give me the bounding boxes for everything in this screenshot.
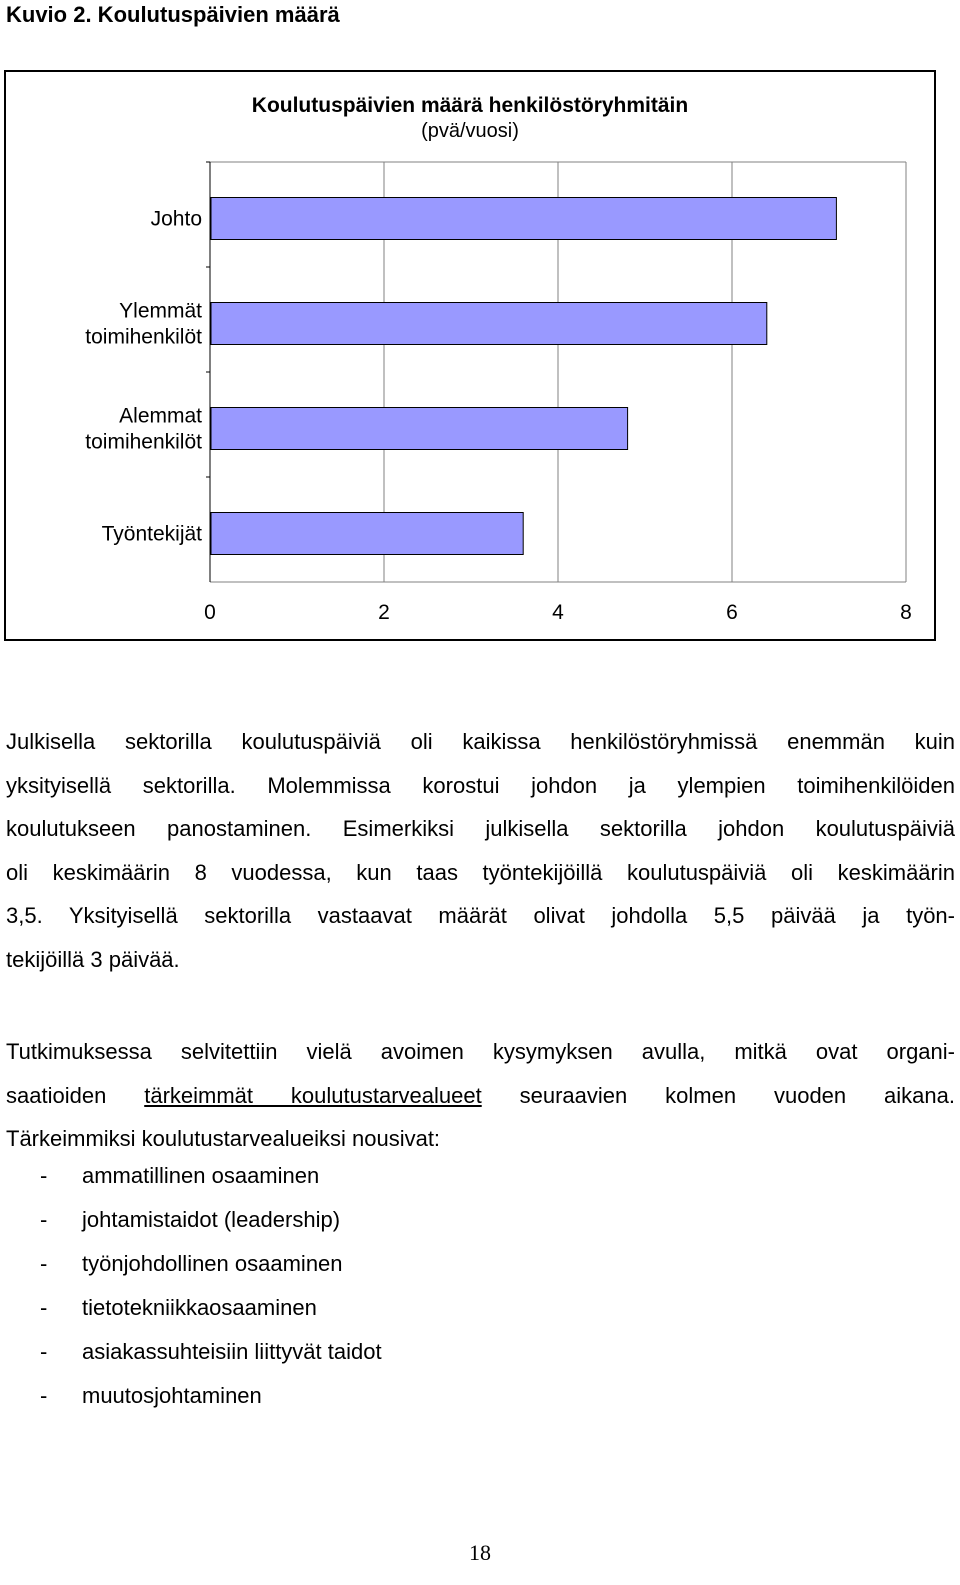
paragraph-1-line: koulutukseen panostaminen. Esimerkiksi julkisella sektorilla johdon koulutuspäiviä — [6, 816, 955, 841]
figure-label: Kuvio 2. Koulutuspäivien määrä — [6, 2, 340, 27]
list-dash: - — [40, 1383, 48, 1408]
bar — [211, 198, 836, 240]
bar — [211, 408, 628, 450]
category-label-line: toimihenkilöt — [85, 325, 202, 349]
paragraph-1-line: 3,5. Yksityisellä sektorilla vastaavat määrät olivat johdolla 5,5 päivää ja työn- — [6, 903, 955, 928]
list-item — [6, 1154, 382, 1198]
category-label-line: Ylemmät — [119, 299, 202, 323]
paragraph-1-line: oli keskimäärin 8 vuodessa, kun taas työntekijöillä koulutuspäiviä oli keskimäärin — [6, 859, 955, 885]
list-item-text: ammatillinen osaaminen — [82, 1163, 320, 1188]
paragraph-1-line: Julkisella sektorilla koulutuspäiviä oli kaikissa henkilöstöryhmissä enemmän kuin — [6, 729, 955, 754]
chart-subtitle: (pvä/vuosi) — [421, 120, 519, 142]
x-tick-label: 8 — [900, 601, 912, 624]
bar-chart — [6, 72, 934, 639]
category-label — [85, 405, 202, 454]
training-needs-list — [6, 1154, 382, 1418]
paragraph-2-text: seuraavien kolmen vuoden aikana. — [519, 1082, 955, 1108]
list-dash: - — [40, 1207, 48, 1232]
x-tick-label: 6 — [726, 601, 738, 624]
x-tick-label: 0 — [204, 601, 216, 624]
list-item — [6, 1242, 382, 1286]
list-dash: - — [40, 1163, 48, 1188]
bar — [211, 513, 523, 555]
category-label — [85, 300, 202, 349]
list-item-text: työnjohdollinen osaaminen — [82, 1251, 343, 1276]
category-label-line: Työntekijät — [101, 522, 202, 546]
list-item — [6, 1330, 382, 1374]
chart-frame — [4, 70, 936, 641]
x-tick-label: 4 — [552, 601, 564, 624]
bar — [211, 303, 767, 345]
underlined-phrase: tärkeimmät koulutustarvealueet — [144, 1082, 482, 1108]
paragraph-2-text: saatioiden — [6, 1082, 107, 1108]
list-item — [6, 1286, 382, 1330]
paragraph-1-line: yksityisellä sektorilla. Molemmissa korostui johdon ja ylempien toimihenkilöiden — [6, 772, 955, 798]
page-number: 18 — [469, 1540, 491, 1565]
list-dash: - — [40, 1339, 48, 1364]
paragraph-2 — [6, 1030, 955, 1161]
chart-title: Koulutuspäivien määrä henkilöstöryhmitäin — [251, 94, 689, 117]
list-item-text: asiakassuhteisiin liittyvät taidot — [82, 1339, 382, 1364]
paragraph-1 — [6, 720, 955, 981]
category-label — [151, 208, 202, 231]
paragraph-1-line: tekijöillä 3 päivää. — [6, 946, 180, 972]
x-tick-label: 2 — [378, 601, 390, 624]
list-item-text: muutosjohtaminen — [82, 1383, 262, 1408]
paragraph-2-line: Tutkimuksessa selvitettiin vielä avoimen kysymyksen avulla, mitkä ovat organi- — [6, 1039, 955, 1064]
list-item-text: tietotekniikkaosaaminen — [82, 1295, 317, 1320]
category-label-line: Alemmat — [119, 404, 202, 428]
list-item-text: johtamistaidot (leadership) — [82, 1207, 341, 1232]
paragraph-2-line: Tärkeimmiksi koulutustarvealueiksi nousivat: — [6, 1126, 441, 1151]
list-dash: - — [40, 1251, 48, 1276]
list-item — [6, 1374, 382, 1418]
paragraph-2-line — [6, 1074, 955, 1118]
category-label-line: Johto — [150, 207, 202, 231]
category-label-line: toimihenkilöt — [85, 430, 202, 454]
category-label — [102, 523, 203, 546]
list-item — [6, 1198, 382, 1242]
list-dash: - — [40, 1295, 48, 1320]
